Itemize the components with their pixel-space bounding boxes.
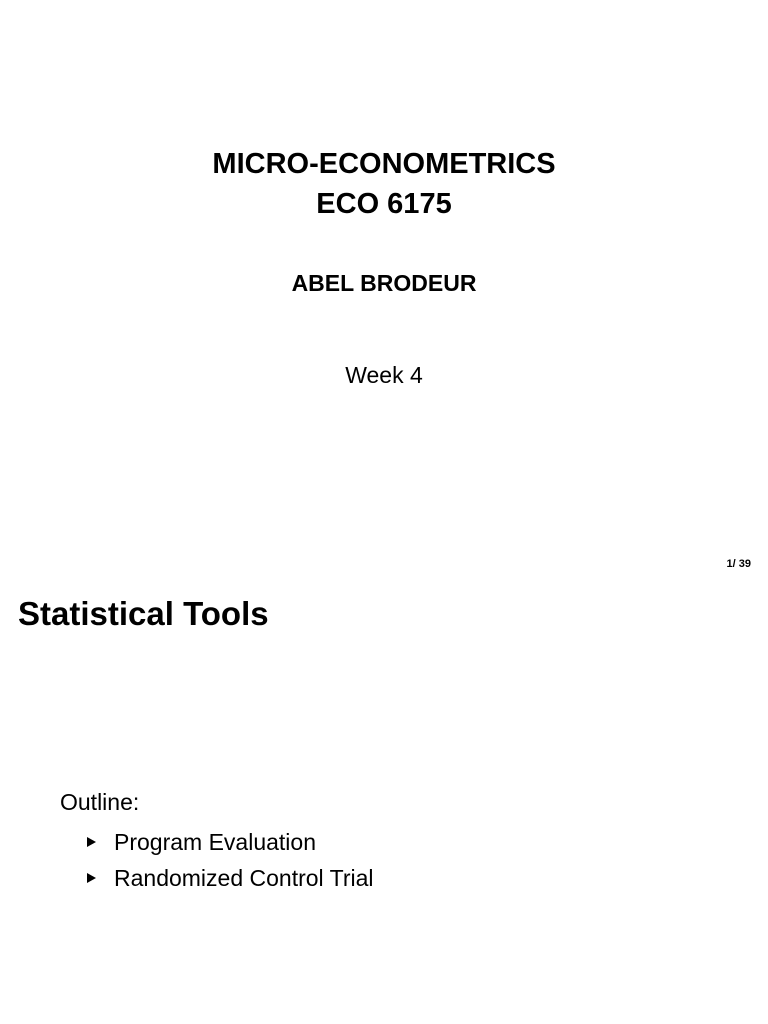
page-number: 1/ 39 [726,558,751,570]
lecture-date: Week 4 [345,362,423,388]
list-item [82,824,374,860]
outline-slide [0,575,768,1024]
frame-title: Statistical Tools [18,595,269,632]
course-code: ECO 6175 [316,188,452,220]
list-item [82,860,374,896]
triangle-bullet-icon [87,873,96,883]
list-item-label: Program Evaluation [114,828,316,855]
outline-list [82,824,374,896]
author-name: ABEL BRODEUR [291,270,477,296]
list-item-label: Randomized Control Trial [114,864,374,891]
triangle-bullet-icon [87,837,96,847]
outline-label: Outline: [60,789,140,815]
course-title: MICRO-ECONOMETRICS [212,148,556,180]
